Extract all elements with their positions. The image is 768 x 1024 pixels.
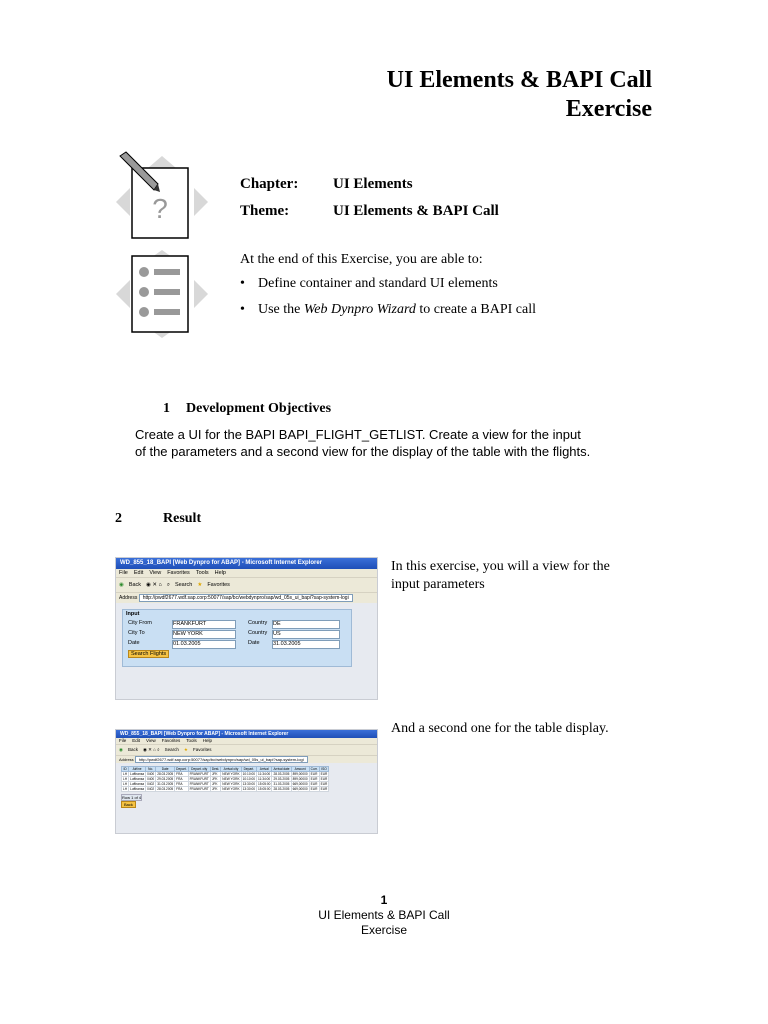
table-cell: LH: [123, 772, 128, 776]
chapter-label: Chapter:: [240, 176, 299, 192]
search-flights-button: Search Flights: [128, 650, 169, 658]
table-cell: 31.03.2005: [157, 782, 174, 786]
table-cell: EUR: [320, 777, 328, 781]
table-cell: 28.03.2005: [273, 772, 290, 776]
table-cell: 15:05:00: [258, 787, 271, 791]
table-header-cell: Arrival: [257, 767, 272, 772]
footer-title: UI Elements & BAPI Call: [318, 908, 450, 922]
table-cell: LH: [123, 782, 128, 786]
page-number: 1: [380, 893, 388, 907]
document-title: [387, 66, 652, 124]
table-cell: Lufthansa: [130, 787, 145, 791]
result-text-2: And a second one for the table display.: [391, 721, 609, 736]
table-cell: FRA: [175, 787, 188, 792]
table-cell: JFK: [210, 787, 220, 792]
section-1-text: Create a UI for the BAPI BAPI_FLIGHT_GETLIST. Create a view for the input of the parameters and a second view for the display of the table with the flights.: [135, 427, 591, 459]
table-cell: JFK: [210, 777, 220, 782]
table-cell: 0402: [147, 782, 155, 786]
table-header-cell: ID: [123, 767, 127, 771]
section-2-title: Result: [163, 511, 202, 526]
table-header-cell: Depart.: [176, 767, 187, 771]
section-1-title: Development Objectives: [186, 401, 332, 416]
table-header-cell: Dest.: [211, 767, 220, 771]
table-header-cell: Depart.: [241, 767, 256, 772]
svg-text:?: ?: [152, 193, 168, 224]
table-cell: 29.03.2005: [157, 777, 174, 781]
table-cell: 15:05:00: [258, 782, 271, 786]
table-cell: 10:10:00: [242, 772, 256, 776]
table-row: [122, 772, 329, 777]
chapter-value: UI Elements: [333, 176, 413, 192]
table-cell: FRA: [175, 772, 188, 777]
table-cell: Lufthansa: [130, 777, 145, 781]
table-cell: 899,00000: [292, 777, 308, 781]
table-cell: LH: [123, 787, 128, 791]
address-bar: Address http://pwdf2677.wdf.sap.corp:50077/sap/bc/webdynpro/sap/wd_05s_ui_bapi?sap-system-logi: [116, 592, 377, 603]
table-header-cell: ISO: [319, 767, 329, 772]
table-header-cell: Date: [156, 767, 175, 772]
table-cell: Lufthansa: [130, 772, 145, 776]
table-cell: 0400: [147, 777, 155, 781]
theme-label: Theme:: [240, 203, 290, 219]
table-cell: 13:30:00: [242, 787, 256, 791]
table-header-cell: Curr.: [310, 767, 318, 771]
title-line-1: UI Elements & BAPI Call: [386, 67, 652, 93]
theme-value: UI Elements & BAPI Call: [333, 203, 499, 219]
table-cell: 28.03.2005: [273, 787, 290, 791]
table-header-cell: No.: [146, 767, 156, 772]
objective-bullet-1: • Define container and standard UI elements: [240, 276, 498, 291]
section-1-number: 1: [163, 401, 170, 416]
table-cell: NEW YORK: [222, 777, 240, 781]
result-text-1: In this exercise, you will a view for the input parameters: [391, 559, 610, 592]
browser-titlebar: WD_855_18_BAPI [Web Dynpro for ABAP] - Microsoft Internet Explorer: [116, 558, 377, 569]
table-view-screenshot: WD_855_18_BAPI [Web Dynpro for ABAP] - Microsoft Internet Explorer File Edit View Favorites Tools Help ◉ Back ◉ ✕ ⌂ ⌕ Search ★ Favorites Address http://pwdf2677.wdf.sap.corp:50077/sap/bc/webdynpro/sap/wd_05s_ui_bapi?sap-system-logi ID Airline No. Date Depart. Depart. city Dest. Arrival city Depart. Arrival Arrival date Amount Curr. ISO LH Lufthansa 0400 28.03.2005 FRA FRANKFURT JFK NEW YORK 10:10:00 11:34:00 28.03.2005 899,00000 EUR EUR LH Lufthansa 0400 29.03.2005 FRA FRANKFURT JFK NEW YORK 10:10:00 11:34:00 29.03.2005 899,00000 EUR EUR LH Lufthansa 0402 31.03.2005 FRA FRANKFURT JFK NEW YORK 13:30:00 15:05:00 31.03.2005 669,00000 EUR EUR LH Lufthansa 0402 28.03.2005 FRA FRANKFURT JFK NEW YORK 13:30:00 15:05:00 28.03.2005 669,00000 EUR EUR Row 1 of 4 Back: [115, 729, 378, 834]
table-cell: FRANKFURT: [189, 787, 209, 791]
table-header-cell: Depart. city: [188, 767, 210, 772]
objective-text-1: Define container and standard UI elements: [258, 276, 498, 291]
table-cell: 0402: [147, 787, 155, 791]
table-cell: NEW YORK: [222, 787, 240, 791]
search-icon: ⌕: [166, 582, 170, 588]
objective-bullet-2: • Use the Web Dynpro Wizard to create a BAPI call: [240, 302, 537, 317]
table-pager: Row 1 of 4: [122, 795, 142, 800]
table-cell: 899,00000: [292, 772, 308, 776]
section-2-number: 2: [115, 511, 122, 526]
table-cell: 28.03.2005: [157, 787, 174, 791]
intro-text: At the end of this Exercise, you are able to:: [240, 252, 483, 267]
table-header-cell: Arrival date: [273, 767, 290, 771]
table-header-cell: Arrival city: [221, 767, 241, 772]
table-cell: 669,00000: [292, 782, 308, 786]
table-row: [122, 777, 329, 782]
table-cell: FRANKFURT: [189, 777, 209, 781]
table-cell: 669,00000: [292, 787, 308, 791]
title-line-2: Exercise: [565, 96, 652, 122]
footer-subtitle: Exercise: [360, 923, 407, 937]
table-cell: EUR: [310, 772, 318, 776]
table-cell: 0400: [147, 772, 155, 776]
flight-table: [121, 766, 329, 792]
table-cell: NEW YORK: [222, 772, 240, 776]
table-cell: 28.03.2005: [157, 772, 174, 776]
exercise-question-icon: [112, 150, 212, 242]
table-cell: 10:10:00: [242, 777, 256, 781]
wizard-name: Web Dynpro Wizard: [303, 302, 416, 317]
page-footer: [0, 893, 768, 938]
table-cell: JFK: [210, 772, 220, 777]
table-header-cell: Amount: [291, 767, 309, 772]
table-cell: LH: [123, 777, 128, 781]
table-cell: NEW YORK: [222, 782, 240, 786]
table-cell: FRANKFURT: [189, 772, 209, 776]
table-header-cell: Airline: [129, 767, 146, 772]
table-cell: 11:34:00: [258, 777, 271, 781]
table-cell: JFK: [210, 782, 220, 787]
table-cell: 11:34:00: [258, 772, 271, 776]
table-cell: Lufthansa: [130, 782, 145, 786]
table-cell: EUR: [310, 782, 318, 786]
table-cell: EUR: [320, 782, 328, 786]
table-row: [122, 782, 329, 787]
input-view-screenshot: [115, 557, 378, 700]
table-cell: FRA: [175, 777, 188, 782]
table-cell: EUR: [320, 772, 328, 776]
table-cell: EUR: [310, 777, 318, 781]
table-cell: FRANKFURT: [189, 782, 209, 786]
table-cell: EUR: [320, 787, 328, 791]
table-cell: EUR: [310, 787, 318, 791]
table-cell: 31.03.2005: [273, 782, 290, 786]
browser-menubar: File Edit View Favorites Tools Help: [116, 569, 377, 577]
table-cell: 13:30:00: [242, 782, 256, 786]
objectives-list-icon: [112, 248, 212, 340]
input-group-panel: Input City From FRANKFURT Country DE City To NEW YORK Country US Date 01.03.2005 Date 31.03.2005 Search Flights: [122, 609, 352, 667]
table-cell: 29.03.2005: [273, 777, 290, 781]
table-row: [122, 787, 329, 792]
back-button: Back: [121, 801, 136, 808]
table-cell: FRA: [175, 782, 188, 787]
browser-toolbar: ◉ Back ◉ ✕ ⌂ ⌕ Search ★ Favorites: [116, 577, 377, 592]
